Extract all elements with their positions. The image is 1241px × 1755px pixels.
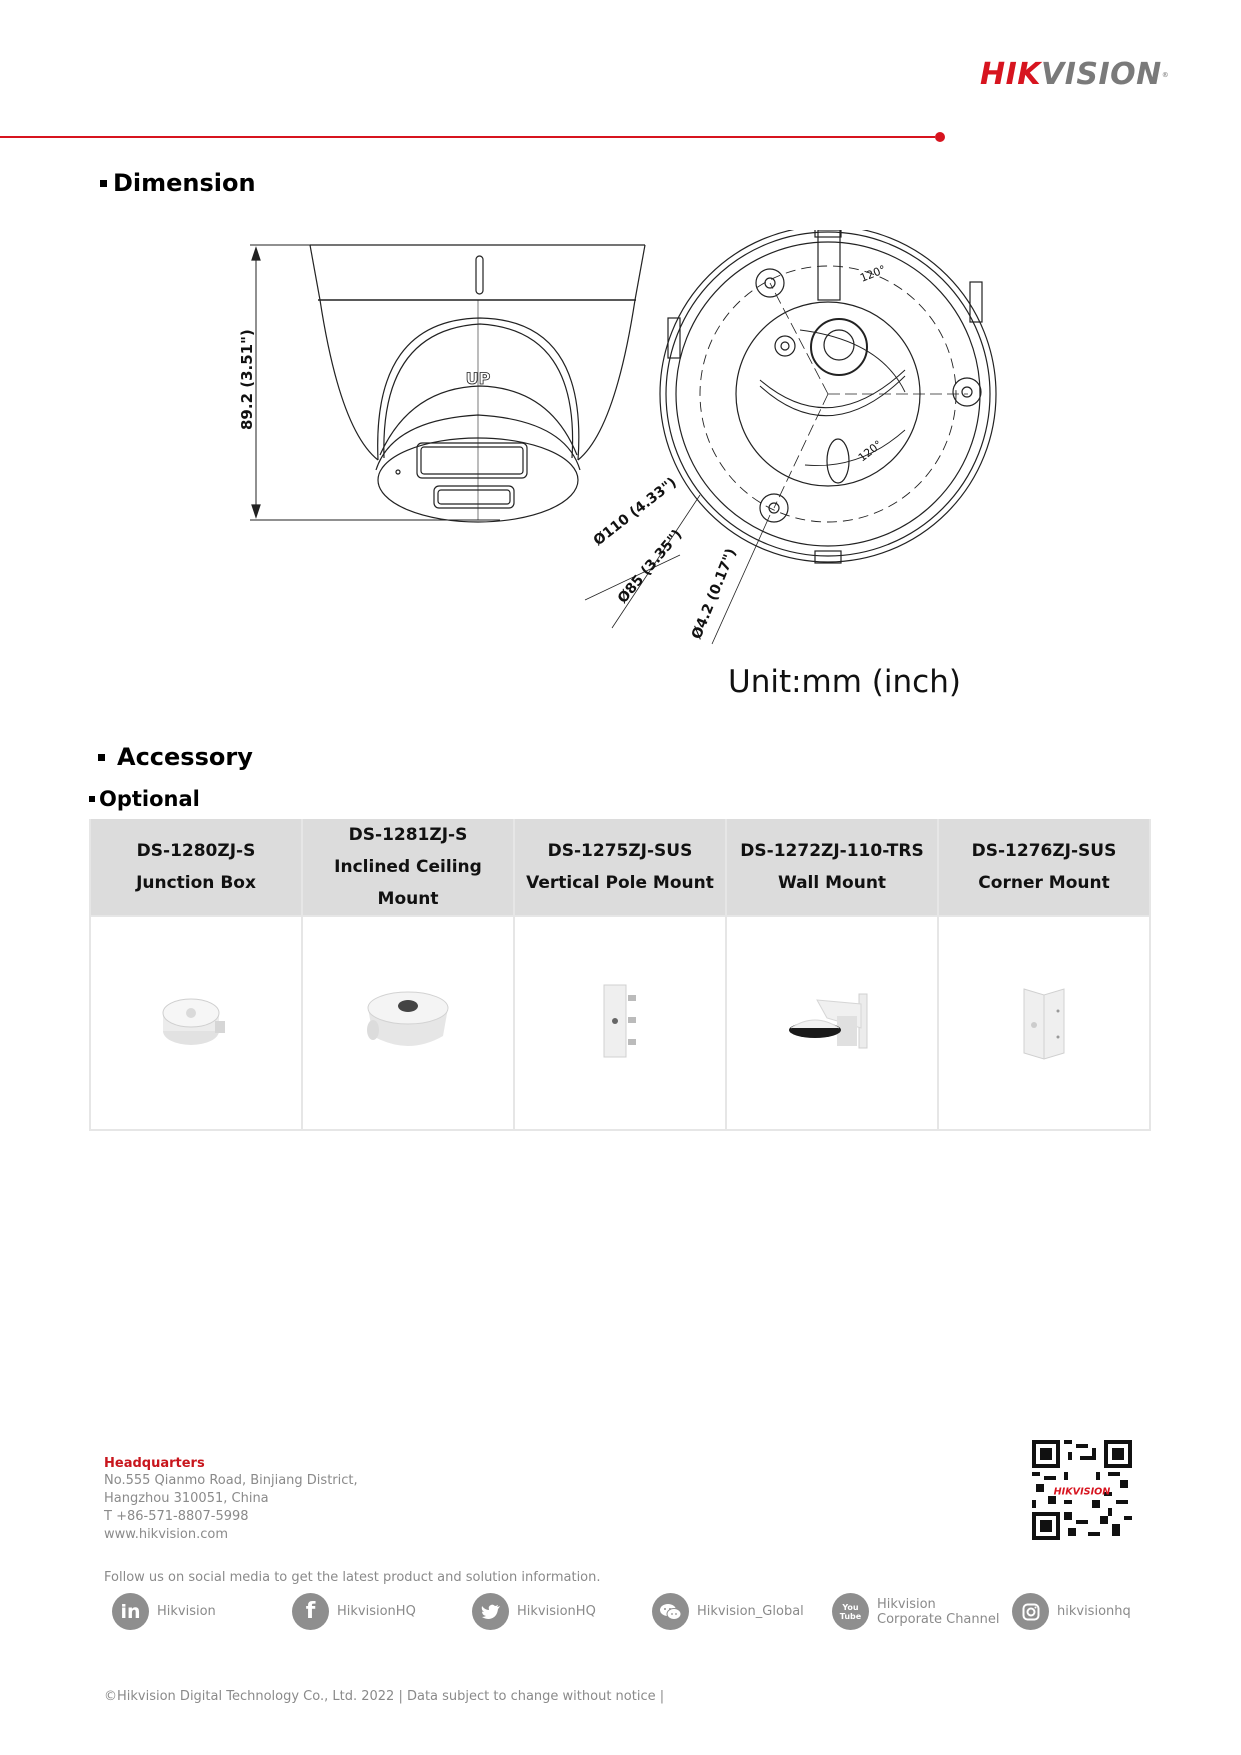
social-wechat[interactable]: Hikvision_Global (652, 1593, 804, 1630)
social-youtube[interactable]: You Tube Hikvision Corporate Channel (832, 1593, 1000, 1630)
accessory-image-row (90, 916, 1150, 1130)
headquarters-title: Headquarters (104, 1456, 205, 1471)
vertical-pole-mount-image (590, 981, 650, 1061)
wall-mount-image-cell (726, 916, 938, 1130)
qr-code (1032, 1440, 1132, 1540)
social-twitter[interactable]: HikvisionHQ (472, 1593, 596, 1630)
wall-mount-image (787, 986, 877, 1056)
optional-subheading: Optional (89, 786, 200, 812)
unit-label: Unit:mm (inch) (728, 664, 961, 700)
youtube-icon: You Tube (832, 1593, 869, 1630)
instagram-icon (1012, 1593, 1049, 1630)
accessory-table (89, 819, 1151, 1131)
hikvision-logo: HIKVISION® (980, 57, 1170, 92)
corner-mount-image-cell (938, 916, 1150, 1130)
dimension-drawing (220, 230, 1040, 660)
accessory-header-cell: DS-1275ZJ-SUS Vertical Pole Mount (514, 819, 726, 916)
dimension-heading: Dimension (100, 168, 256, 198)
copyright-notice: ©Hikvision Digital Technology Co., Ltd. 2022 | Data subject to change without notice | (104, 1689, 665, 1704)
accessory-header-row (90, 819, 1150, 916)
inclined-ceiling-mount-image (363, 986, 453, 1056)
facebook-icon: f (292, 1593, 329, 1630)
svg-text:120°: 120° (855, 437, 885, 465)
accessory-header-cell: DS-1272ZJ-110-TRS Wall Mount (726, 819, 938, 916)
accessory-header-cell: DS-1281ZJ-S Inclined Ceiling Mount (302, 819, 514, 916)
accessory-header-cell: DS-1280ZJ-S Junction Box (90, 819, 302, 916)
inclined-ceiling-mount-image-cell (302, 916, 514, 1130)
accessory-heading: Accessory (98, 742, 253, 772)
svg-text:HIKVISION: HIKVISION (1053, 1486, 1111, 1498)
junction-box-image-cell (90, 916, 302, 1130)
linkedin-icon: in (112, 1593, 149, 1630)
social-facebook[interactable]: f HikvisionHQ (292, 1593, 416, 1630)
header-divider (0, 136, 935, 138)
phone-number: T +86-571-8807-5998 (104, 1509, 249, 1524)
twitter-icon (472, 1593, 509, 1630)
follow-us-text: Follow us on social media to get the latest product and solution information. (104, 1570, 601, 1585)
svg-text:120°: 120° (858, 262, 888, 285)
svg-text:89.2 (3.51"): 89.2 (3.51") (238, 329, 256, 430)
social-instagram[interactable]: hikvisionhq (1012, 1593, 1131, 1630)
address-line-2: Hangzhou 310051, China (104, 1491, 269, 1506)
address-line-1: No.555 Qianmo Road, Binjiang District, (104, 1473, 358, 1488)
vertical-pole-mount-image-cell (514, 916, 726, 1130)
accessory-header-cell: DS-1276ZJ-SUS Corner Mount (938, 819, 1150, 916)
wechat-icon (652, 1593, 689, 1630)
website-link[interactable]: www.hikvision.com (104, 1527, 228, 1542)
svg-text:Ø85 (3.35"): Ø85 (3.35") (614, 526, 686, 607)
svg-text:UP: UP (465, 369, 491, 388)
bullet-icon (98, 754, 105, 761)
svg-text:Ø110 (4.33"): Ø110 (4.33") (590, 474, 680, 550)
bullet-icon (89, 796, 95, 802)
junction-box-image (161, 991, 231, 1051)
social-linkedin[interactable]: in Hikvision (112, 1593, 216, 1630)
svg-text:Ø4.2 (0.17"): Ø4.2 (0.17") (688, 546, 740, 642)
header-divider-dot (935, 132, 945, 142)
corner-mount-image (1014, 981, 1074, 1061)
bullet-icon (100, 180, 107, 187)
